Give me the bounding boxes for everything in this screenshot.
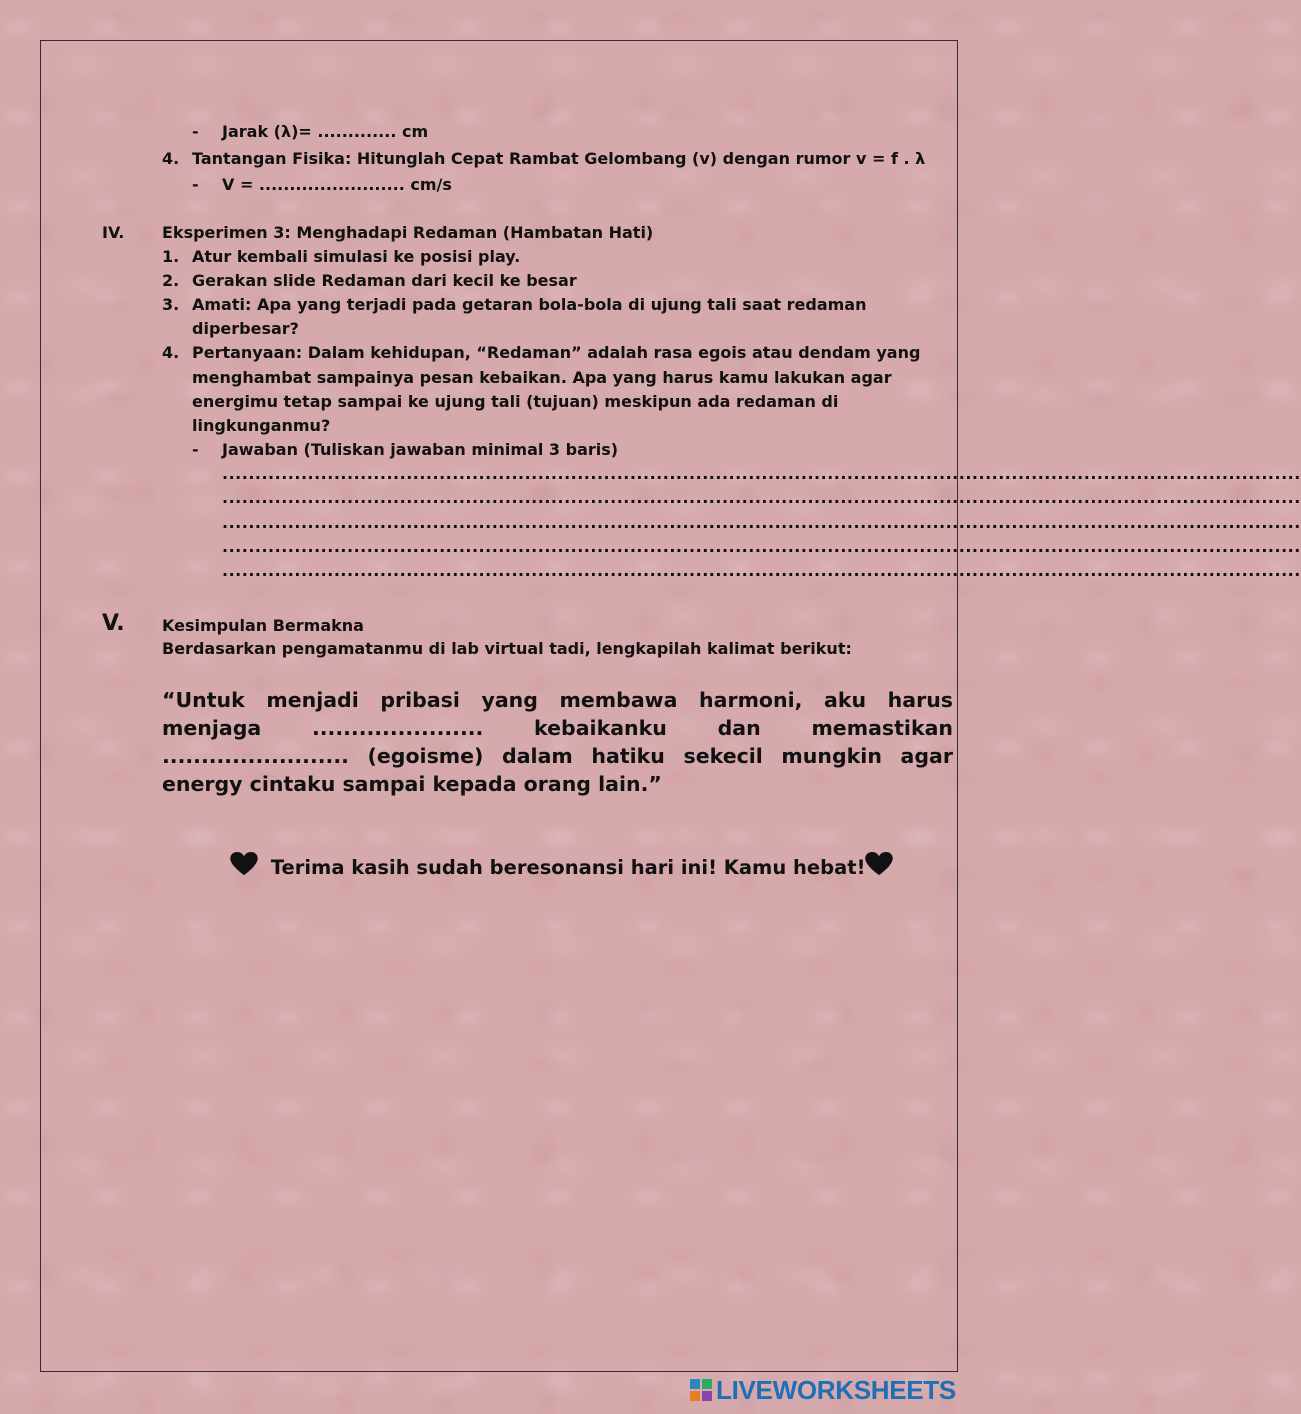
list-item-text: Pertanyaan: Dalam kehidupan, “Redaman” adalah rasa egois atau dendam yang: [192, 343, 921, 362]
list-item-text: lingkunganmu?: [192, 416, 331, 435]
list-item-text: Amati: Apa yang terjadi pada getaran bola-bola di ujung tali saat redaman: [192, 295, 867, 314]
list-item-text: energimu tetap sampai ke ujung tali (tujuan) meskipun ada redaman di: [192, 392, 839, 411]
list-item-number: 1.: [162, 247, 180, 266]
closing-message: [230, 852, 893, 883]
answer-line[interactable]: ....................................................................................................................................................................: [222, 513, 1301, 532]
velocity-line: V = ........................ cm/s: [222, 175, 452, 194]
list-item-text: Gerakan slide Redaman dari kecil ke besar: [192, 271, 577, 290]
liveworksheets-logo[interactable]: [690, 1375, 956, 1405]
jarak-line: Jarak (λ)= ............. cm: [222, 122, 429, 141]
liveworksheets-logo-text: LIVEWORKSHEETS: [716, 1374, 956, 1405]
closing-text: Terima kasih sudah beresonansi hari ini! Kamu hebat!: [270, 856, 866, 879]
section-iv-number: IV.: [102, 223, 125, 242]
list-item-text: diperbesar?: [192, 319, 299, 338]
heart-icon: [230, 852, 258, 876]
bullet-dash: -: [192, 440, 199, 459]
bullet-dash: -: [192, 122, 199, 141]
section-iv-title: Eksperimen 3: Menghadapi Redaman (Hambatan Hati): [162, 223, 654, 242]
heart-icon: [865, 852, 893, 876]
item-number: 4.: [162, 149, 180, 168]
bullet-dash: -: [192, 175, 199, 194]
tantangan-fisika-text: Tantangan Fisika: Hitunglah Cepat Rambat Gelombang (v) dengan rumor v = f . λ: [192, 149, 926, 168]
list-item-number: 4.: [162, 343, 180, 362]
answer-line[interactable]: ....................................................................................................................................................................: [222, 561, 1301, 580]
conclusion-quote: “Untuk menjadi pribasi yang membawa harmoni, aku harus menjaga ...................... kebaikanku dan memastikan ........................ (egoisme) dalam hatiku sekecil mungkin agar energy cintaku sampai kepada orang lain.”: [162, 688, 953, 796]
answer-line[interactable]: ....................................................................................................................................................................: [222, 537, 1301, 556]
answer-line[interactable]: ....................................................................................................................................................................: [222, 488, 1301, 507]
list-item-number: 2.: [162, 271, 180, 290]
list-item-text: Atur kembali simulasi ke posisi play.: [192, 247, 521, 266]
section-v-title: Kesimpulan Bermakna: [162, 616, 364, 635]
liveworksheets-logo-icon: [690, 1379, 712, 1401]
list-item-text: menghambat sampainya pesan kebaikan. Apa yang harus kamu lakukan agar: [192, 368, 892, 387]
section-v-number: V.: [102, 611, 125, 636]
answer-label: Jawaban (Tuliskan jawaban minimal 3 baris): [222, 440, 619, 459]
section-v-instruction: Berdasarkan pengamatanmu di lab virtual tadi, lengkapilah kalimat berikut:: [162, 639, 852, 658]
answer-line[interactable]: ....................................................................................................................................................................: [222, 464, 1301, 483]
list-item-number: 3.: [162, 295, 180, 314]
